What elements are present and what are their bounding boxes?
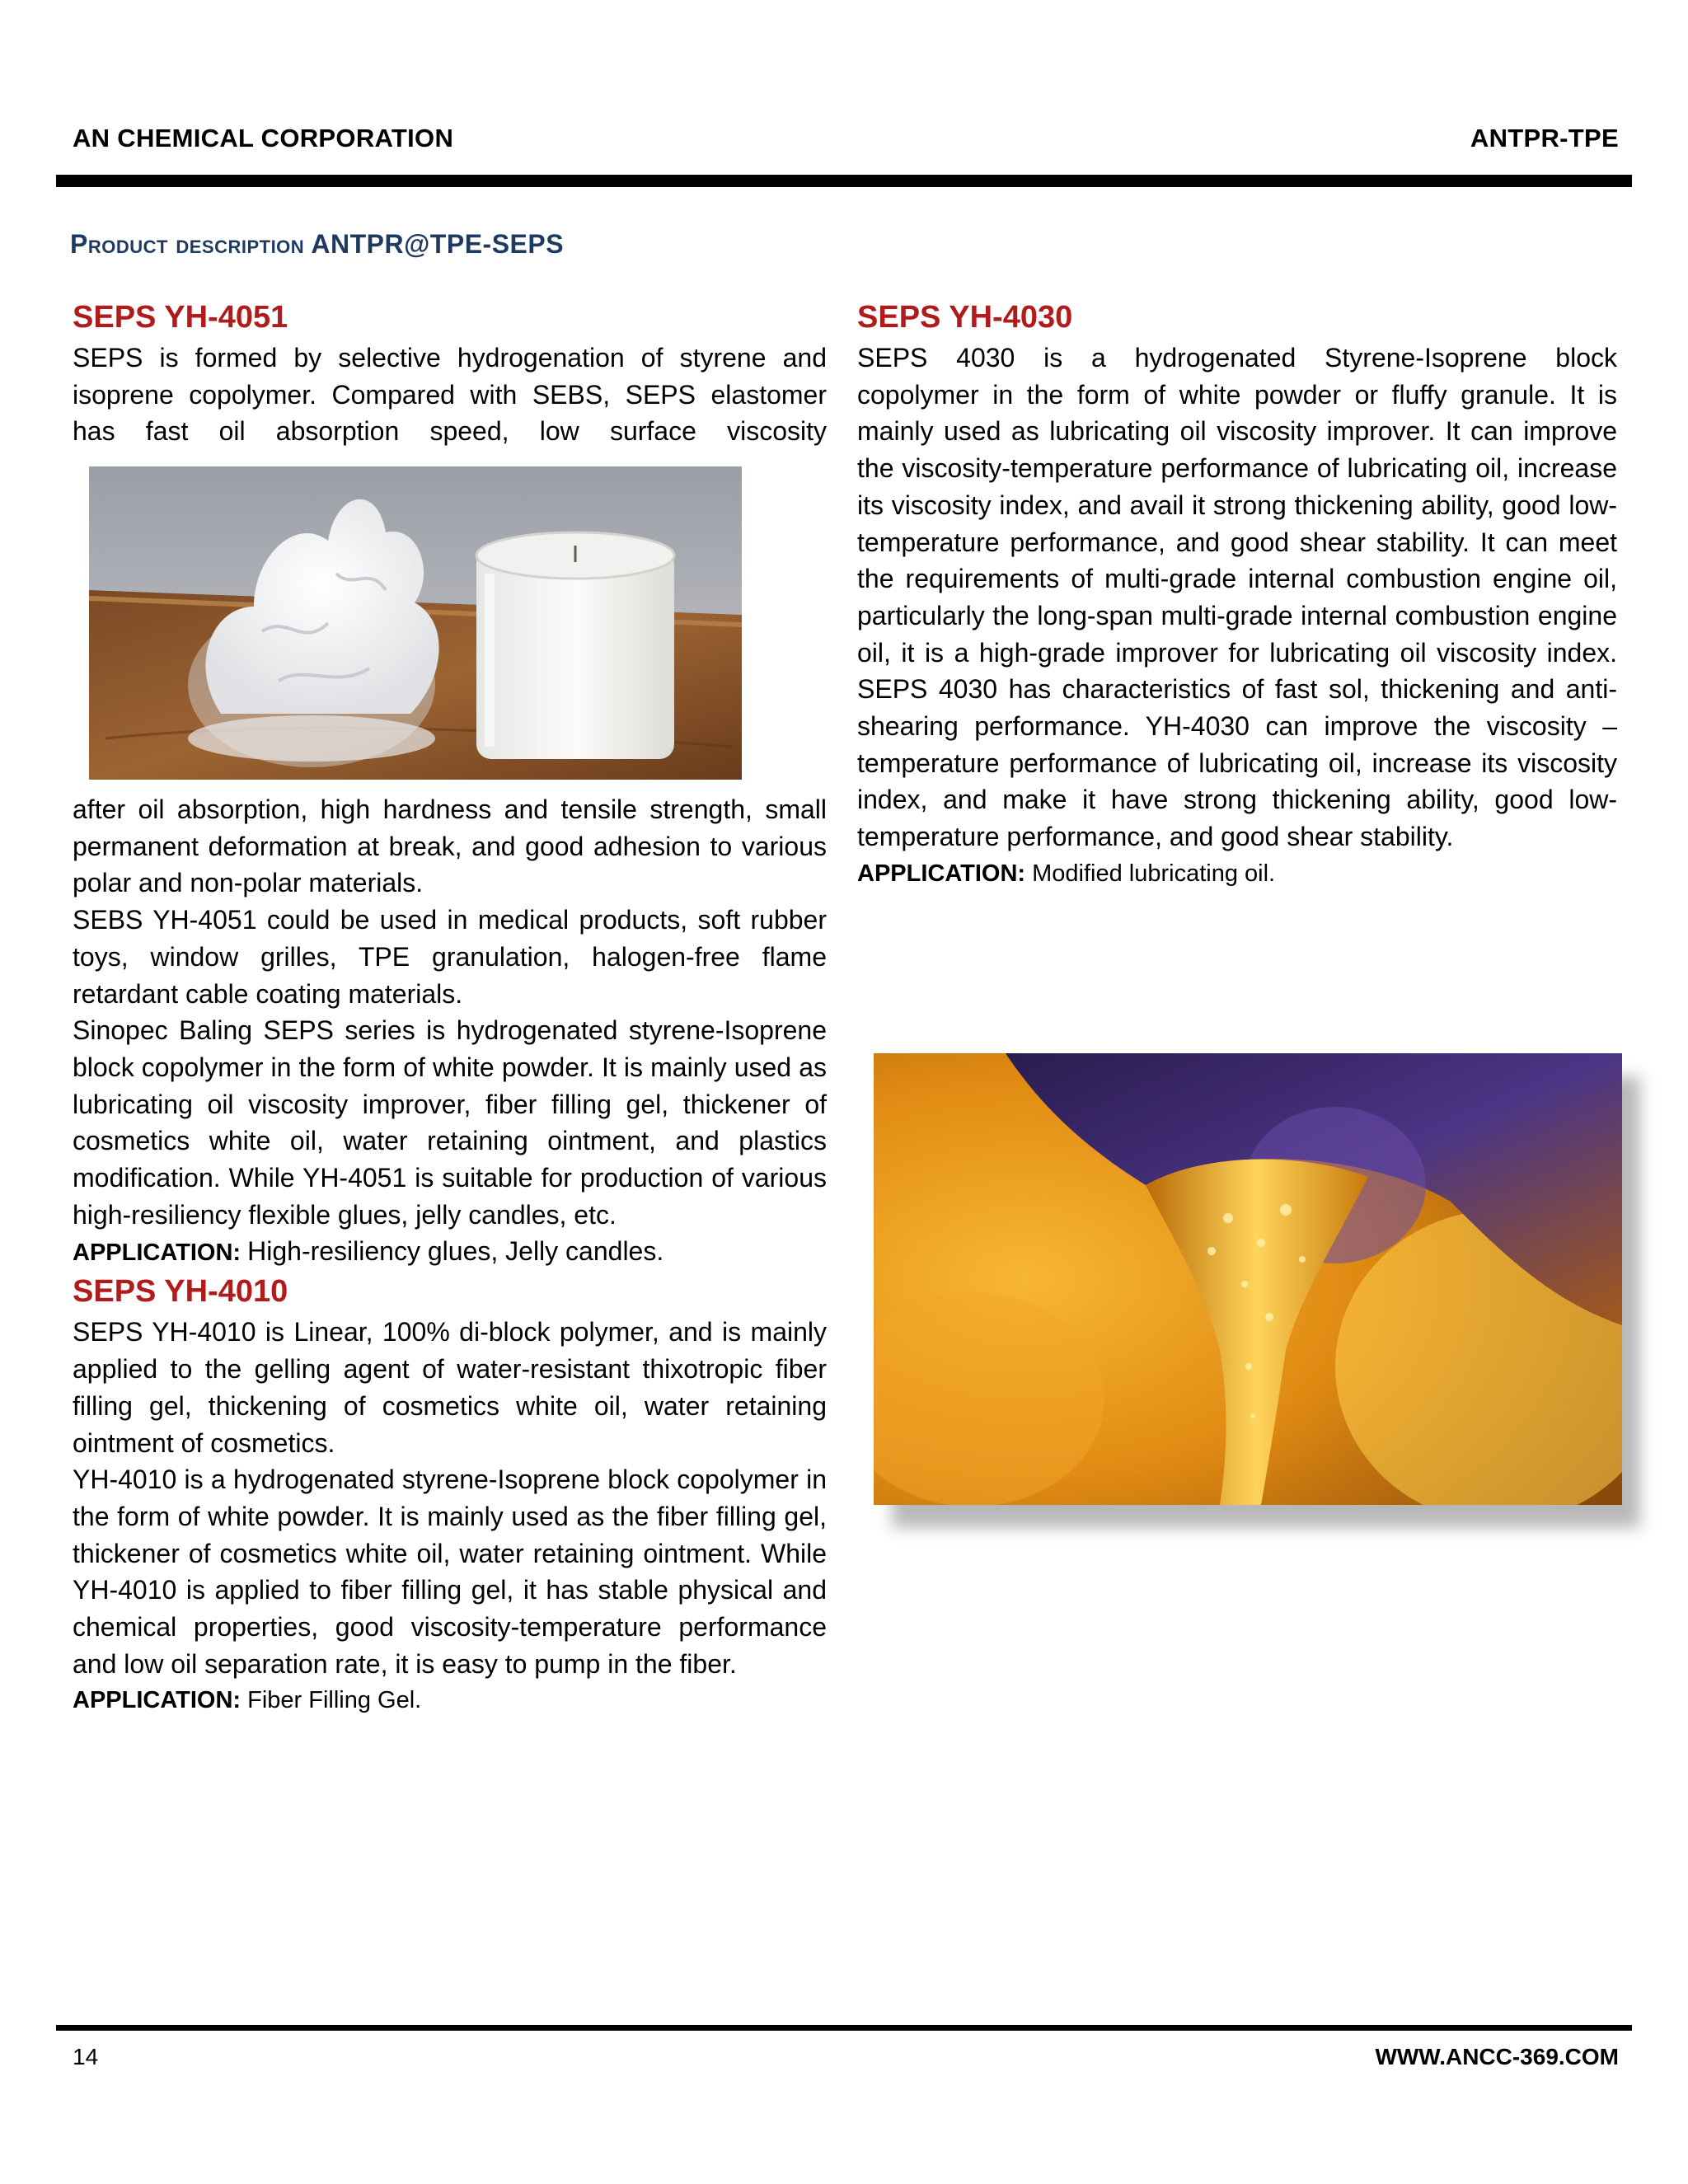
yh4051-paragraph-1b: after oil absorption, high hardness and tensile strength, small permanent deformation at break, and good adhesion to various polar and non-polar materials.	[73, 794, 827, 898]
lubricating-oil-image	[874, 1053, 1622, 1505]
yh4010-paragraph-2: YH-4010 is a hydrogenated styrene-Isoprene block copolymer in the form of white powder. It is mainly used as the fiber filling gel, thickener of cosmetics white oil, water retaining ointment. While YH-4010 is applied to fiber filling gel, it has stable physical and chemical properties, good viscosity-temperature performance and low oil separation rate, it is easy to pump in the fiber.	[73, 1465, 827, 1679]
section-title: Product description ANTPR@TPE-SEPS	[70, 229, 565, 259]
application-label: APPLICATION:	[73, 1687, 241, 1714]
product-title-yh4010: SEPS YH-4010	[73, 1274, 288, 1310]
footer-rule	[56, 2025, 1632, 2031]
yh4010-paragraph-1: SEPS YH-4010 is Linear, 100% di-block polymer, and is mainly applied to the gelling agent of water-resistant thixotropic fiber filling gel, thickening of cosmetics white oil, water retaining ointment of cosmetics.	[73, 1317, 827, 1458]
company-name: AN CHEMICAL CORPORATION	[73, 124, 454, 152]
product-yh4030	[857, 298, 1617, 892]
wax-candle-image	[89, 466, 742, 780]
yh4030-paragraph-1: SEPS 4030 is a hydrogenated Styrene-Isoprene block copolymer in the form of white powder or fluffy granule. It is mainly used as lubricating oil viscosity improver. It can improve the viscosity-temperature performance of lubricating oil, increase its viscosity index, and avail it strong thickening ability, good low-temperature performance, and good shear stability. It can meet the requirements of multi-grade internal combustion engine oil, particularly the long-span multi-grade internal combustion engine oil, it is a high-grade improver for lubricating oil viscosity index. SEPS 4030 has characteristics of fast sol, thickening and anti-shearing performance. YH-4030 can improve the viscosity – temperature performance of lubricating oil, increase its viscosity index, and make it have strong thickening ability, good low-temperature performance, and good shear stability.	[857, 343, 1617, 852]
application-text: Modified lubricating oil.	[1032, 860, 1276, 887]
product-yh4051-details	[73, 791, 827, 1718]
application-label: APPLICATION:	[857, 860, 1026, 887]
header-rule	[56, 175, 1632, 187]
product-title-yh4051: SEPS YH-4051	[73, 300, 288, 335]
yh4030-application	[857, 855, 1617, 892]
page-number: 14	[73, 2044, 99, 2069]
product-title-yh4030: SEPS YH-4030	[857, 300, 1073, 335]
document-code: ANTPR-TPE	[1470, 124, 1619, 152]
yh4051-paragraph-1a: SEPS is formed by selective hydrogenation of styrene and isoprene copolymer. Compared with SEBS, SEPS elastomer has fast oil absorption speed, low surface viscosity	[73, 343, 827, 447]
yh4051-paragraph-2: SEBS YH-4051 could be used in medical products, soft rubber toys, window grilles, TPE granulation, halogen-free flame retardant cable coating materials.	[73, 905, 827, 1009]
product-yh4051-intro	[73, 298, 827, 450]
application-label: APPLICATION:	[73, 1240, 241, 1267]
yh4051-application	[73, 1233, 827, 1271]
application-text: Fiber Filling Gel.	[247, 1687, 422, 1714]
yh4051-paragraph-3: Sinopec Baling SEPS series is hydrogenated styrene-Isoprene block copolymer in the form of white powder. It is mainly used as lubricating oil viscosity improver, fiber filling gel, thickener of cosmetics white oil, water retaining ointment, and plastics modification. While YH-4051 is suitable for production of various high-resiliency flexible glues, jelly candles, etc.	[73, 1015, 827, 1230]
application-text: High-resiliency glues, Jelly candles.	[247, 1236, 664, 1267]
yh4010-application	[73, 1682, 827, 1718]
website-link[interactable]: WWW.ANCC-369.COM	[1375, 2044, 1619, 2069]
